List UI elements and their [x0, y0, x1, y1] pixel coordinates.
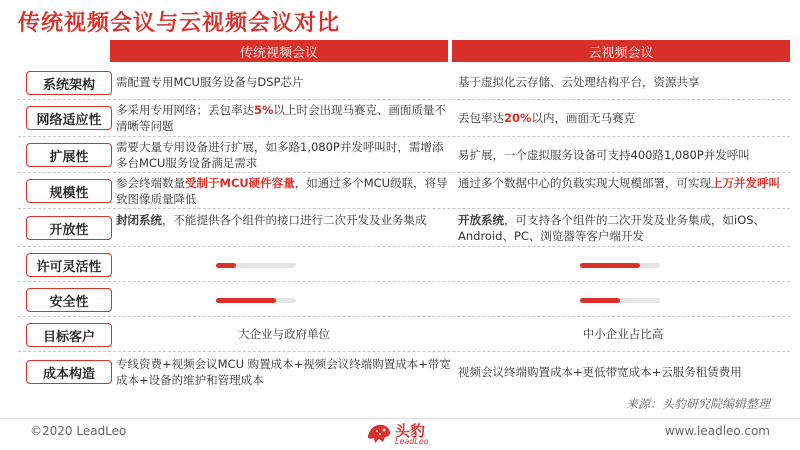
network-cloud-highlight: 20% — [504, 111, 532, 125]
customers-traditional: 大企业与政府单位 — [238, 327, 330, 341]
security-cloud-fill — [580, 298, 620, 303]
header-traditional: 传统视频会议 — [110, 40, 448, 62]
licensing-cloud-fill — [580, 263, 640, 268]
row-customers — [18, 317, 790, 352]
category-openness: 开放性 — [26, 216, 112, 240]
architecture-cloud: 基于虚拟化云存储、云处理结构平台，资源共享 — [458, 75, 700, 89]
network-traditional — [116, 102, 452, 134]
header-cloud: 云视频会议 — [452, 40, 790, 62]
category-architecture: 系统架构 — [26, 71, 112, 95]
scale-traditional-highlight: 受制于MCU硬件容量 — [185, 176, 295, 190]
openness-cloud-post: ，可支持各个组件的二次开发及业务集成，如iOS、Android、PC、浏览器等客户端开发 — [458, 213, 766, 243]
logo-subtext: LeadLeo — [395, 437, 429, 446]
category-scalability: 扩展性 — [26, 143, 112, 167]
network-cloud-post: 以内，画面无马赛克 — [531, 111, 636, 125]
copyright: ©2020 LeadLeo — [30, 424, 127, 438]
security-traditional-bar — [216, 298, 296, 303]
page-title: 传统视频会议与云视频会议对比 — [18, 11, 341, 36]
scalability-traditional: 需要大量专用设备进行扩展，如多路1,080P并发呼叫时，需增添多台MCU服务设备满足需求 — [116, 140, 444, 170]
category-customers: 目标客户 — [26, 323, 112, 347]
scale-cloud-pre: 通过多个数据中心的负载实现大规模部署，可实现 — [458, 176, 711, 190]
cost-cloud: 视频会议终端购置成本+更低带宽成本+云服务租赁费用 — [458, 365, 742, 379]
row-openness — [18, 209, 790, 247]
network-cloud-pre: 丢包率达 — [458, 111, 504, 125]
security-traditional-fill — [216, 298, 276, 303]
openness-cloud-bold: 开放系统 — [458, 213, 504, 227]
row-scalability — [18, 137, 790, 173]
licensing-cloud-bar — [580, 263, 660, 268]
brand-logo — [365, 418, 455, 448]
row-cost — [18, 352, 790, 392]
licensing-traditional-fill — [216, 263, 236, 268]
row-security — [18, 282, 790, 317]
source-note: 来源：头豹研究院编辑整理 — [625, 397, 770, 411]
network-cloud — [458, 110, 788, 126]
licensing-traditional-bar — [216, 263, 296, 268]
network-traditional-highlight: 5% — [254, 103, 274, 117]
category-security: 安全性 — [26, 288, 112, 312]
category-scale: 规模性 — [26, 179, 112, 203]
leopard-logo-icon — [365, 419, 393, 447]
openness-traditional — [116, 212, 452, 228]
customers-cloud: 中小企业占比高 — [582, 327, 664, 341]
cost-traditional: 专线资费+视频会议MCU 购置成本+视频会议终端购置成本+带宽成本+设备的维护和管理成本 — [116, 357, 451, 387]
row-scale — [18, 173, 790, 209]
logo-text: 头豹 — [395, 422, 426, 440]
scale-traditional-pre: 参会终端数量 — [116, 176, 185, 190]
row-architecture — [18, 66, 790, 100]
security-cloud-bar — [580, 298, 660, 303]
category-cost: 成本构造 — [26, 360, 112, 384]
openness-traditional-post: ，不能提供各个组件的接口进行二次开发及业务集成 — [162, 213, 427, 227]
website: www.leadleo.com — [664, 424, 770, 438]
architecture-traditional: 需配置专用MCU服务设备与DSP芯片 — [116, 75, 304, 89]
scalability-cloud: 易扩展，一个虚拟服务设备可支持400路1,080P并发呼叫 — [458, 148, 750, 162]
row-licensing — [18, 247, 790, 282]
row-network — [18, 100, 790, 137]
scale-traditional — [116, 175, 452, 207]
category-network: 网络适应性 — [26, 106, 112, 130]
scale-traditional-post: ，如通过多个MCU级联，将导致图像质量降低 — [116, 176, 448, 206]
openness-cloud — [458, 212, 788, 244]
category-licensing: 许可灵活性 — [26, 253, 112, 277]
network-traditional-post: 以上时会出现马赛克、画面质量不清晰等问题 — [116, 103, 447, 133]
openness-traditional-bold: 封闭系统 — [116, 213, 162, 227]
scale-cloud — [458, 175, 788, 191]
scale-cloud-highlight: 上万并发呼叫 — [711, 176, 780, 190]
network-traditional-pre: 多采用专用网络；丢包率达 — [116, 103, 254, 117]
